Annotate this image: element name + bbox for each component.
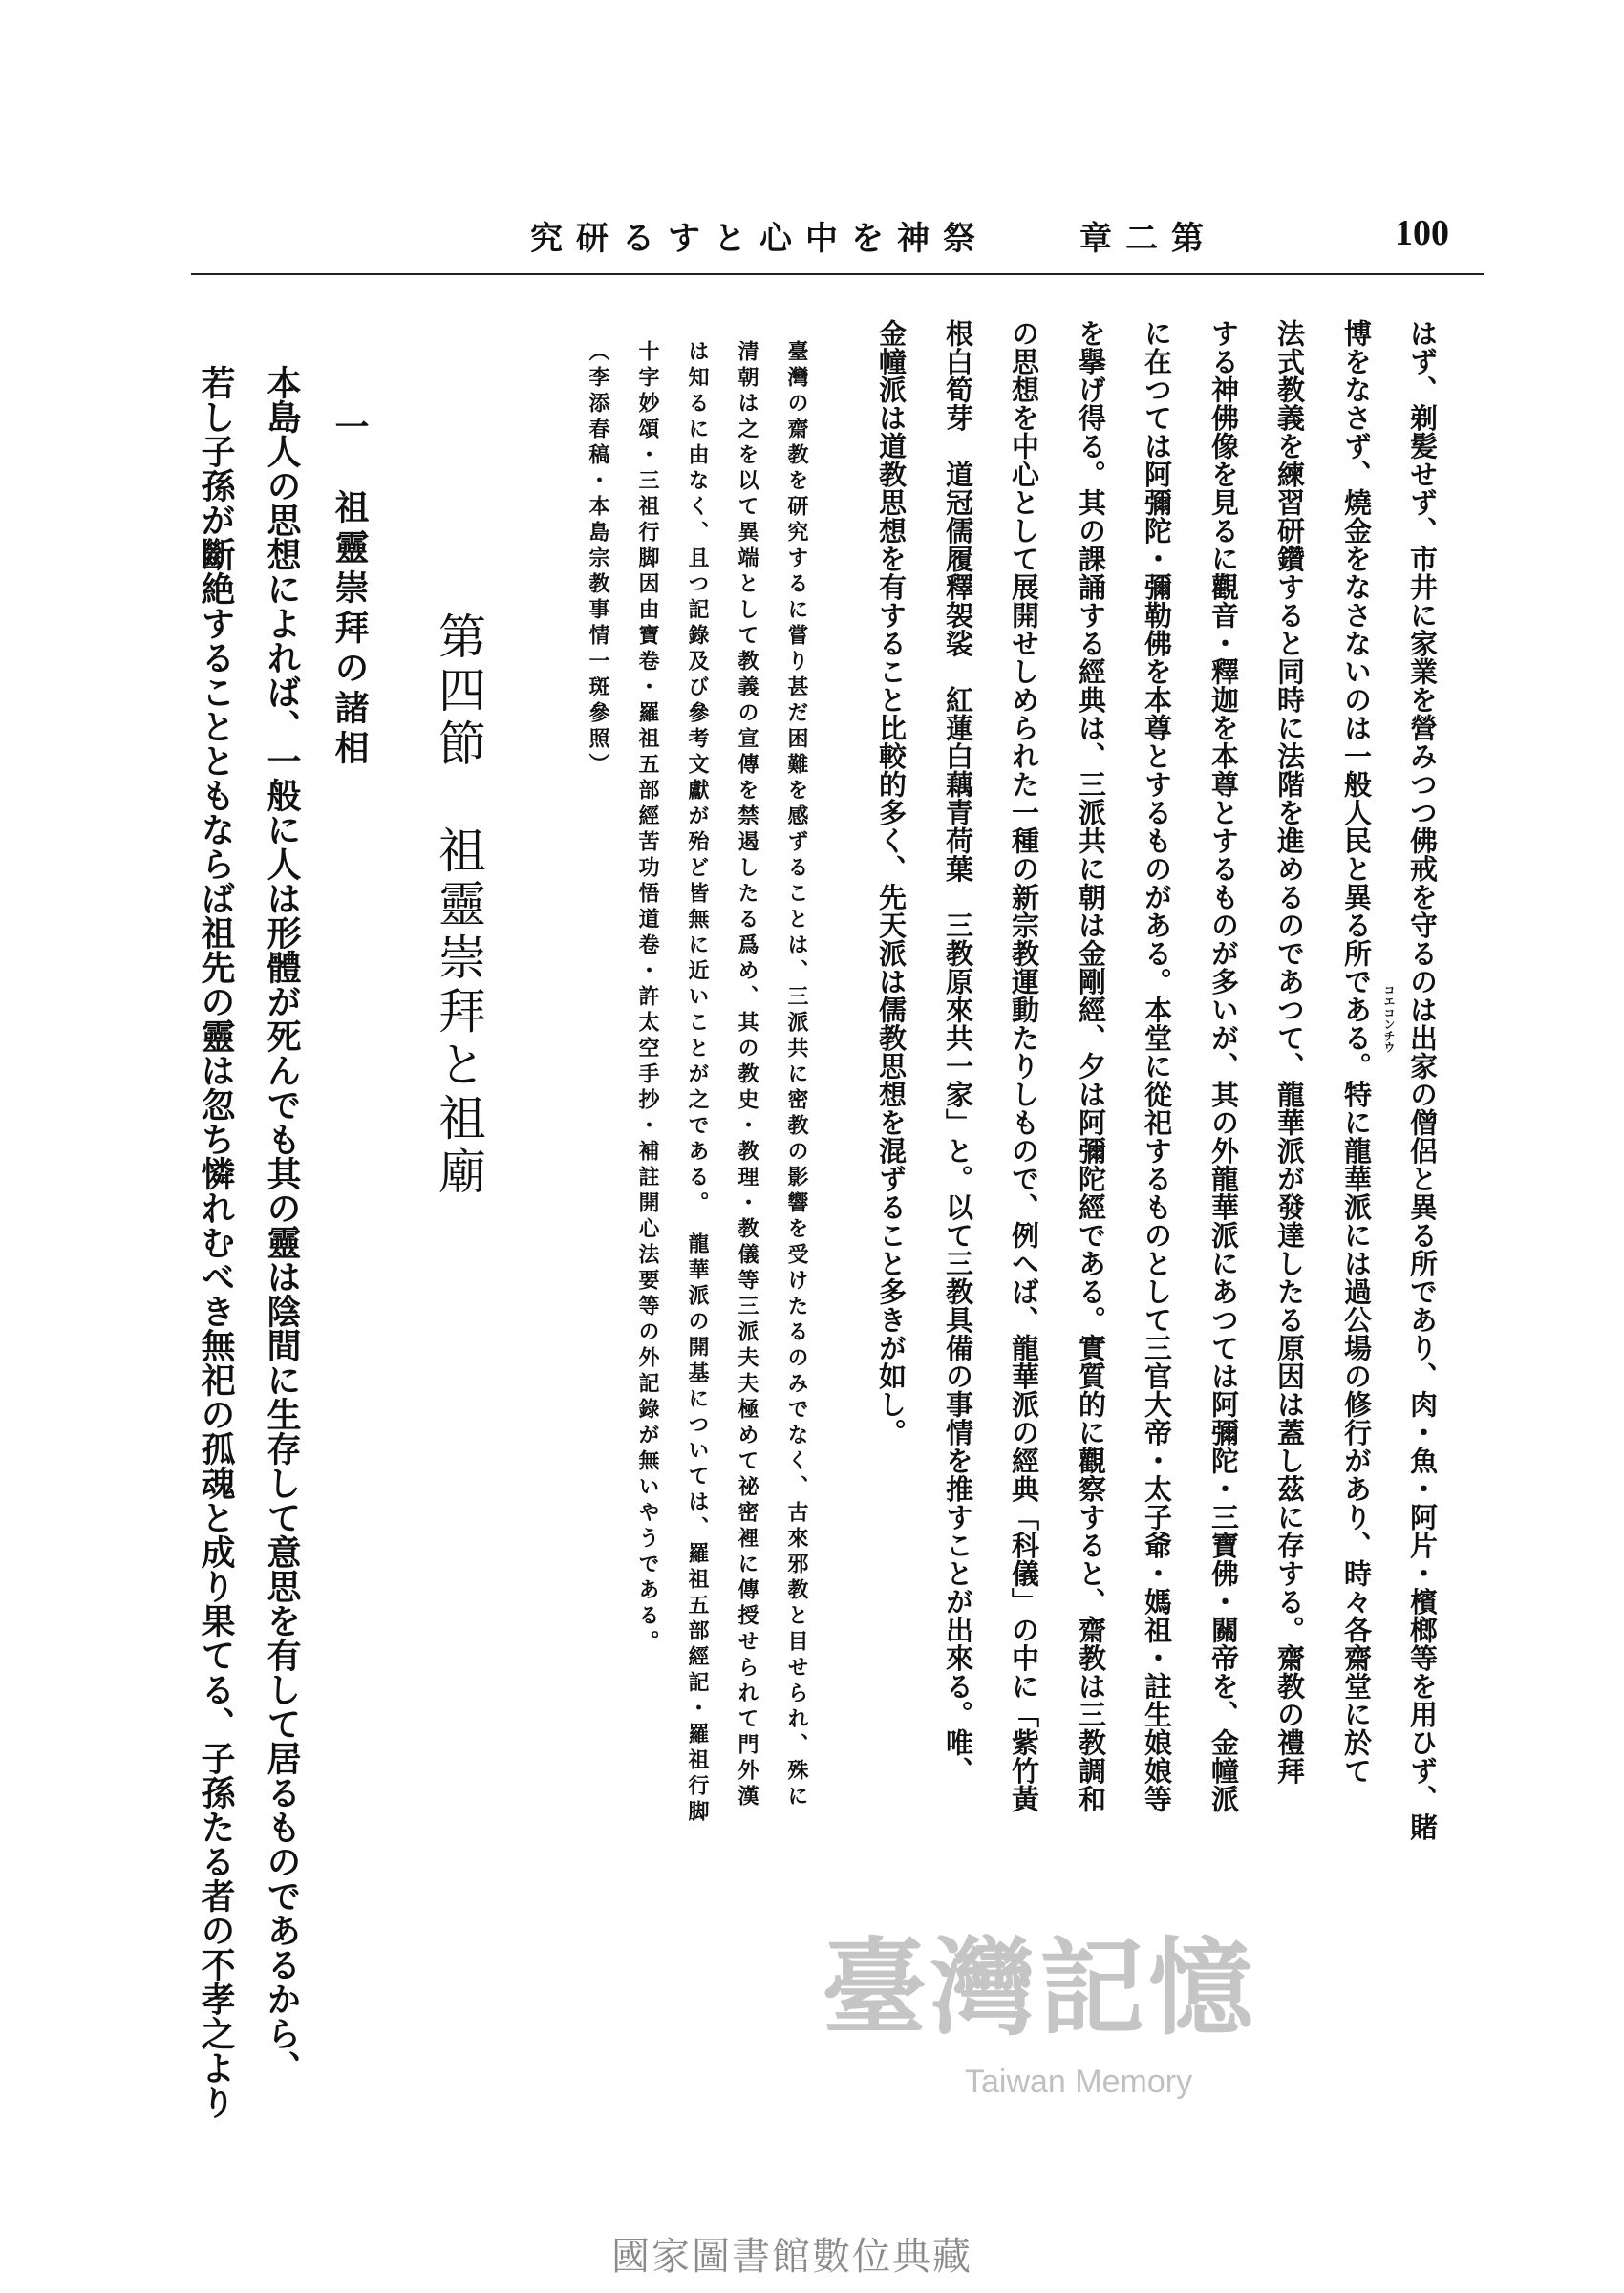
note-column: 臺灣の齋教を研究するに嘗り甚だ困難を感ずることは、三派共に密教の影響を受けたるのみでなく、古來邪教と目せられ、殊に	[784, 340, 809, 1811]
subheading: 一 祖靈崇拜の諸相	[330, 409, 370, 770]
text-column: 金幢派は道教思想を有すること比較的多く、先天派は儒教思想を混ずること多きが如し。	[875, 319, 908, 1447]
note-column: は知るに由なく、且つ記錄及び參考文獻が殆ど皆無に近いことが之である。 龍華派の開基については、羅祖五部經記・羅祖行脚	[685, 340, 710, 1826]
watermark-english: Taiwan Memory	[965, 2064, 1193, 2100]
footer-credit: 國家圖書館數位典藏	[611, 2235, 972, 2279]
running-header-title: 祭神を中心とする研究	[530, 220, 989, 258]
note-column: （李添春稿・本島宗教事情一斑參照）	[586, 340, 610, 779]
body-column: 若し子孫が斷絶することともならば祖先の靈は忽ち憐れむべき無祀の孤魂と成り果てる、子孫たる者の不孝之より	[196, 365, 236, 2119]
text-column: を擧げ得る。其の課誦する經典は、三派共に朝は金剛經、夕は阿彌陀經である。實質的に觀察すると、齋教は三教調和	[1075, 319, 1107, 1813]
furigana: コエコンチウ	[1382, 984, 1396, 1053]
text-column: 根白筍芽 道冠儒履釋袈裟 紅蓮白藕青荷葉 三教原來共一家」と。以て三教具備の事情を推すことが出來る。唯、	[942, 319, 974, 1785]
text-column: に在つては阿彌陀・彌勒佛を本尊とするものがある。本堂に從祀するものとして三官大帝・太子爺・媽祖・註生娘娘等	[1141, 319, 1173, 1813]
text-column: はず、剃髪せず、市井に家業を營みつつ佛戒を守るのは出家の僧侶と異る所であり、肉・魚・阿片・檳榔等を用ひず、賭	[1406, 319, 1439, 1841]
section-title: 第四節 祖靈崇拜と祖廟	[431, 611, 486, 1200]
running-header-chapter: 第二章	[1079, 220, 1217, 258]
note-column: 清朝は之を以て異端として教義の宣傳を禁遏したる爲め、其の教史・教理・教儀等三派夫夫極めて祕密裡に傳授せられて門外漢	[735, 340, 759, 1811]
text-column: 博をなさず、燒金をなさないのは一般人民と異る所である。特に龍華派には過公場の修行があり、時々各齋堂に於て	[1340, 319, 1373, 1785]
text-column: する神佛像を見るに觀音・釋迦を本尊とするものが多いが、其の外龍華派にあつては阿彌陀・三寶佛・關帝を、金幢派	[1207, 319, 1240, 1813]
text-column: 法式教義を練習研鑽すると同時に法階を進めるのであつて、龍華派が發達したる原因は蓋し茲に存する。齋教の禮拜	[1273, 319, 1306, 1785]
text-column: の思想を中心として展開せしめられた一種の新宗教運動たりしもので、例へば、龍華派の經典「科儀」の中に「紫竹黃	[1008, 319, 1040, 1813]
header-rule	[191, 273, 1484, 275]
note-column: 十字妙頌・三祖行脚因由寶卷・羅祖五部經苦功悟道卷・許太空手抄・補註開心法要等の外記錄が無いやうである。	[635, 340, 660, 1656]
watermark: 臺灣記憶	[822, 1926, 1257, 2049]
page-number: 100	[1395, 213, 1449, 253]
body-column: 本島人の思想によれば、一般に人は形體が死んでも其の靈は陰間に生存して意思を有して居るものであるから、	[262, 365, 302, 2085]
